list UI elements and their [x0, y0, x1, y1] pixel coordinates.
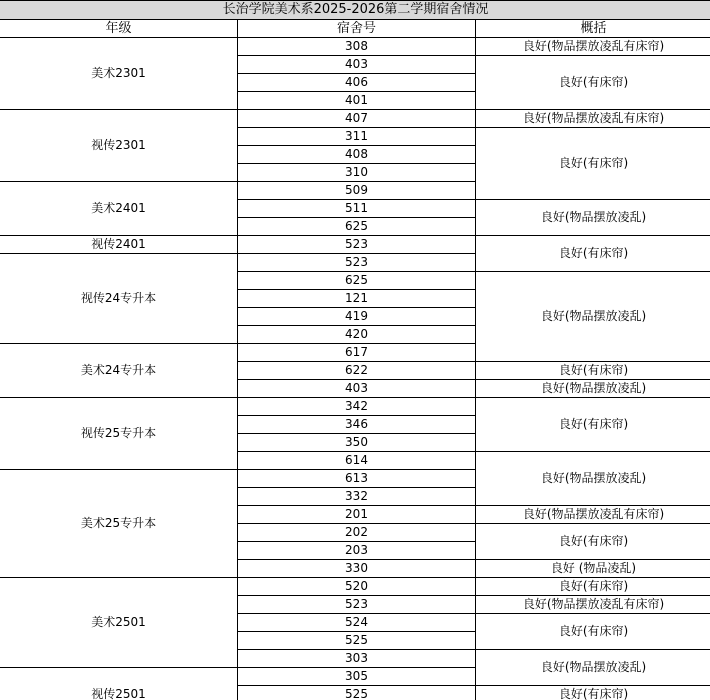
room-cell[interactable]: 613 — [238, 470, 476, 488]
table-row — [0, 38, 710, 56]
note-cell[interactable]: 良好(有床帘) — [476, 614, 710, 650]
room-cell[interactable]: 525 — [238, 686, 476, 700]
room-cell[interactable]: 311 — [238, 128, 476, 146]
note-cell[interactable]: 良好(物品摆放凌乱有床帘) — [476, 110, 710, 128]
room-cell[interactable]: 523 — [238, 596, 476, 614]
room-cell[interactable]: 407 — [238, 110, 476, 128]
note-cell[interactable]: 良好(有床帘) — [476, 362, 710, 380]
grade-cell[interactable]: 视传24专升本 — [0, 254, 238, 344]
room-cell[interactable]: 524 — [238, 614, 476, 632]
note-cell[interactable]: 良好(有床帘) — [476, 578, 710, 596]
table-row — [0, 398, 710, 416]
table-row — [0, 578, 710, 596]
table-row — [0, 110, 710, 128]
grade-cell[interactable]: 视传25专升本 — [0, 398, 238, 470]
header-grade[interactable]: 年级 — [0, 20, 238, 38]
note-cell[interactable]: 良好(物品摆放凌乱) — [476, 200, 710, 236]
room-cell[interactable]: 401 — [238, 92, 476, 110]
room-cell[interactable]: 403 — [238, 56, 476, 74]
room-cell[interactable]: 310 — [238, 164, 476, 182]
header-row — [0, 20, 710, 38]
title-row — [0, 1, 710, 20]
note-cell[interactable]: 良好(物品摆放凌乱) — [476, 650, 710, 686]
header-room[interactable]: 宿舍号 — [238, 20, 476, 38]
note-cell[interactable]: 良好(物品摆放凌乱) — [476, 272, 710, 362]
note-cell[interactable]: 良好(物品摆放凌乱有床帘) — [476, 38, 710, 56]
room-cell[interactable]: 305 — [238, 668, 476, 686]
room-cell[interactable]: 303 — [238, 650, 476, 668]
room-cell[interactable]: 406 — [238, 74, 476, 92]
note-cell[interactable]: 良好(有床帘) — [476, 686, 710, 700]
sheet-title[interactable]: 长治学院美术系2025-2026第二学期宿舍情况 — [0, 1, 710, 20]
room-cell[interactable]: 622 — [238, 362, 476, 380]
grade-cell[interactable]: 视传2401 — [0, 236, 238, 254]
room-cell[interactable]: 509 — [238, 182, 476, 200]
note-cell[interactable]: 良好(有床帘) — [476, 236, 710, 272]
note-cell[interactable]: 良好(物品摆放凌乱有床帘) — [476, 596, 710, 614]
note-cell[interactable]: 良好(物品摆放凌乱) — [476, 452, 710, 506]
room-cell[interactable]: 625 — [238, 272, 476, 290]
table-row — [0, 236, 710, 254]
grade-cell[interactable]: 视传2501 — [0, 668, 238, 700]
grade-cell[interactable]: 美术2401 — [0, 182, 238, 236]
room-cell[interactable]: 625 — [238, 218, 476, 236]
room-cell[interactable]: 346 — [238, 416, 476, 434]
note-cell[interactable]: 良好(有床帘) — [476, 128, 710, 200]
room-cell[interactable]: 403 — [238, 380, 476, 398]
note-cell[interactable]: 良好(物品摆放凌乱有床帘) — [476, 506, 710, 524]
room-cell[interactable]: 350 — [238, 434, 476, 452]
room-cell[interactable]: 201 — [238, 506, 476, 524]
room-cell[interactable]: 523 — [238, 254, 476, 272]
note-cell[interactable]: 良好(有床帘) — [476, 524, 710, 560]
room-cell[interactable]: 330 — [238, 560, 476, 578]
room-cell[interactable]: 614 — [238, 452, 476, 470]
grade-cell[interactable]: 美术2301 — [0, 38, 238, 110]
room-cell[interactable]: 308 — [238, 38, 476, 56]
grade-cell[interactable]: 美术2501 — [0, 578, 238, 668]
room-cell[interactable]: 408 — [238, 146, 476, 164]
room-cell[interactable]: 121 — [238, 290, 476, 308]
note-cell[interactable]: 良好(有床帘) — [476, 56, 710, 110]
grade-cell[interactable]: 美术24专升本 — [0, 344, 238, 398]
grade-cell[interactable]: 视传2301 — [0, 110, 238, 182]
grade-cell[interactable]: 美术25专升本 — [0, 470, 238, 578]
room-cell[interactable]: 520 — [238, 578, 476, 596]
room-cell[interactable]: 511 — [238, 200, 476, 218]
header-note[interactable]: 概括 — [476, 20, 710, 38]
note-cell[interactable]: 良好(物品摆放凌乱) — [476, 380, 710, 398]
room-cell[interactable]: 342 — [238, 398, 476, 416]
room-cell[interactable]: 332 — [238, 488, 476, 506]
room-cell[interactable]: 202 — [238, 524, 476, 542]
note-cell[interactable]: 良好 (物品凌乱) — [476, 560, 710, 578]
room-cell[interactable]: 617 — [238, 344, 476, 362]
room-cell[interactable]: 203 — [238, 542, 476, 560]
room-cell[interactable]: 523 — [238, 236, 476, 254]
room-cell[interactable]: 525 — [238, 632, 476, 650]
note-cell[interactable]: 良好(有床帘) — [476, 398, 710, 452]
room-cell[interactable]: 419 — [238, 308, 476, 326]
room-cell[interactable]: 420 — [238, 326, 476, 344]
